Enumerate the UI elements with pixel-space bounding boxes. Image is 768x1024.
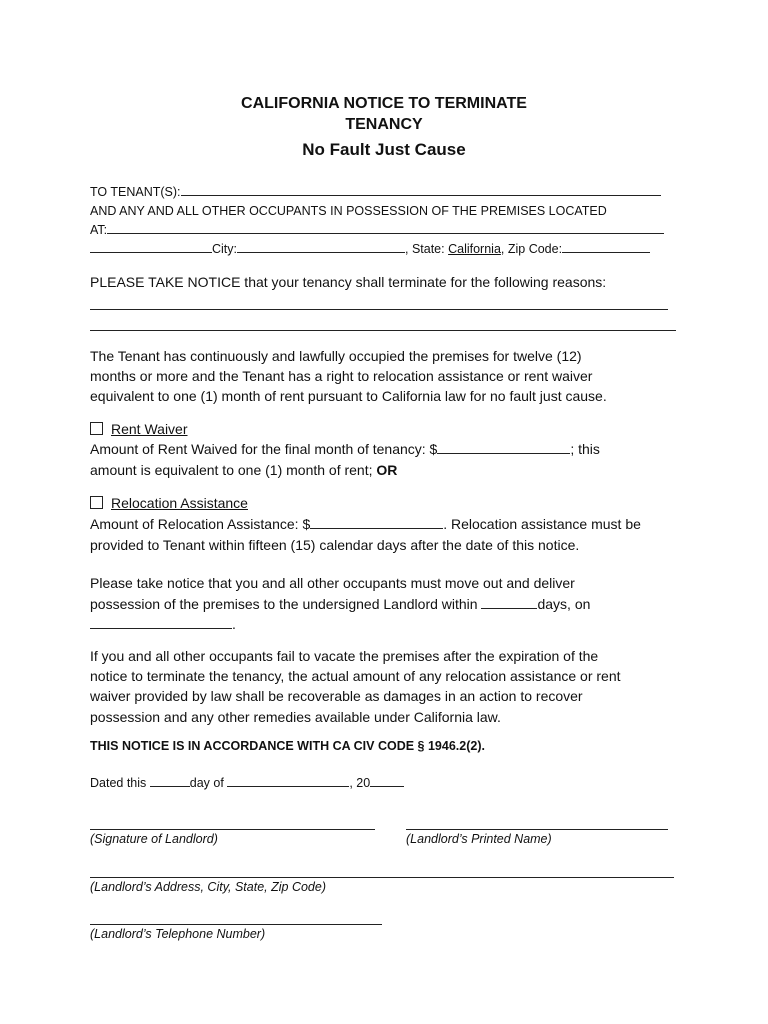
landlord-signature-caption: (Signature of Landlord) bbox=[90, 832, 218, 846]
reasons-notice: PLEASE TAKE NOTICE that your tenancy shall terminate for the following reasons: bbox=[90, 274, 607, 290]
fail-paragraph-line1: If you and all other occupants fail to vacate the premises after the expiration of the bbox=[90, 648, 599, 664]
occupants-line: AND ANY AND ALL OTHER OCCUPANTS IN POSSESSION OF THE PREMISES LOCATED bbox=[90, 204, 607, 218]
address-prefix-field[interactable] bbox=[90, 240, 212, 253]
document-subtitle: No Fault Just Cause bbox=[302, 140, 466, 159]
relocation-line2: provided to Tenant within fifteen (15) calendar days after the date of this notice. bbox=[90, 537, 580, 553]
premises-line bbox=[90, 221, 664, 238]
landlord-printed-name-line[interactable] bbox=[406, 829, 668, 830]
move-out-period: . bbox=[232, 616, 236, 632]
fail-paragraph-line2: notice to terminate the tenancy, the actual amount of any relocation assistance or rent bbox=[90, 668, 621, 684]
zip-code-field[interactable] bbox=[562, 240, 650, 253]
relocation-amount-field[interactable] bbox=[310, 516, 443, 529]
rent-waiver-equivalent-text: amount is equivalent to one (1) month of rent; bbox=[90, 462, 373, 478]
year-prefix-label: , 20 bbox=[349, 776, 371, 790]
document-title-line2: TENANCY bbox=[345, 116, 423, 133]
civil-code-notice: THIS NOTICE IS IN ACCORDANCE WITH CA CIV CODE § 1946.2(2). bbox=[90, 739, 485, 753]
premises-address-field[interactable] bbox=[107, 221, 664, 234]
tenant-paragraph-line1: The Tenant has continuously and lawfully occupied the premises for twelve (12) bbox=[90, 348, 582, 364]
fail-paragraph-line3: waiver provided by law shall be recoverable as damages in an action to recover bbox=[90, 688, 583, 704]
move-out-date-field[interactable] bbox=[90, 616, 232, 629]
document-title-line1: CALIFORNIA NOTICE TO TERMINATE bbox=[241, 95, 527, 112]
at-label: AT: bbox=[90, 223, 108, 237]
relocation-option[interactable] bbox=[90, 493, 248, 513]
rent-waiver-line1 bbox=[90, 439, 600, 459]
landlord-phone-line[interactable] bbox=[90, 924, 382, 925]
landlord-printed-name-caption: (Landlord’s Printed Name) bbox=[406, 832, 552, 846]
tenant-paragraph-line2: months or more and the Tenant has a right to relocation assistance or rent waiver bbox=[90, 368, 593, 384]
landlord-address-caption: (Landlord’s Address, City, State, Zip Code) bbox=[90, 880, 326, 894]
move-out-within-text: possession of the premises to the undersigned Landlord within bbox=[90, 596, 478, 612]
fail-paragraph-line4: possession and any other remedies available under California law. bbox=[90, 709, 501, 725]
zip-label: , Zip Code: bbox=[500, 242, 563, 256]
tenant-label: TO TENANT(S): bbox=[90, 185, 181, 199]
rent-waiver-label: Rent Waiver bbox=[111, 421, 188, 437]
rent-waiver-checkbox[interactable] bbox=[90, 422, 103, 435]
tenant-paragraph-line3: equivalent to one (1) month of rent pursuant to California law for no fault just cause. bbox=[90, 388, 607, 404]
landlord-signature-line[interactable] bbox=[90, 829, 375, 830]
dated-day-field[interactable] bbox=[150, 774, 190, 787]
relocation-label: Relocation Assistance bbox=[111, 495, 248, 511]
dated-line bbox=[90, 774, 404, 791]
tenant-name-field[interactable] bbox=[181, 183, 661, 196]
rent-waiver-line2 bbox=[90, 460, 397, 480]
landlord-address-line[interactable] bbox=[90, 877, 674, 878]
relocation-checkbox[interactable] bbox=[90, 496, 103, 509]
reason-line-2[interactable] bbox=[90, 330, 676, 331]
rent-waiver-this: ; this bbox=[570, 441, 600, 457]
dated-month-field[interactable] bbox=[227, 774, 349, 787]
rent-waived-amount-field[interactable] bbox=[437, 441, 570, 454]
city-label: City: bbox=[212, 242, 237, 256]
move-out-line2 bbox=[90, 594, 590, 614]
dated-this-label: Dated this bbox=[90, 776, 147, 790]
relocation-amount-label: Amount of Relocation Assistance: $ bbox=[90, 516, 311, 532]
relocation-line1 bbox=[90, 514, 641, 534]
move-out-line3 bbox=[90, 614, 236, 634]
reason-line-1[interactable] bbox=[90, 309, 668, 310]
city-state-zip-line bbox=[90, 240, 650, 257]
rent-waiver-amount-label: Amount of Rent Waived for the final month of tenancy: $ bbox=[90, 441, 438, 457]
dated-year-field[interactable] bbox=[370, 774, 404, 787]
move-out-days-text: days, on bbox=[537, 596, 591, 612]
tenant-line bbox=[90, 183, 661, 200]
rent-waiver-option[interactable] bbox=[90, 419, 188, 439]
or-text: OR bbox=[376, 462, 398, 478]
days-field[interactable] bbox=[481, 596, 537, 609]
state-label: , State: bbox=[405, 242, 449, 256]
state-value: California bbox=[448, 242, 501, 256]
move-out-line1: Please take notice that you and all other occupants must move out and deliver bbox=[90, 575, 575, 591]
city-field[interactable] bbox=[237, 240, 405, 253]
landlord-phone-caption: (Landlord’s Telephone Number) bbox=[90, 927, 266, 941]
day-of-label: day of bbox=[189, 776, 224, 790]
relocation-must-text: . Relocation assistance must be bbox=[443, 516, 641, 532]
